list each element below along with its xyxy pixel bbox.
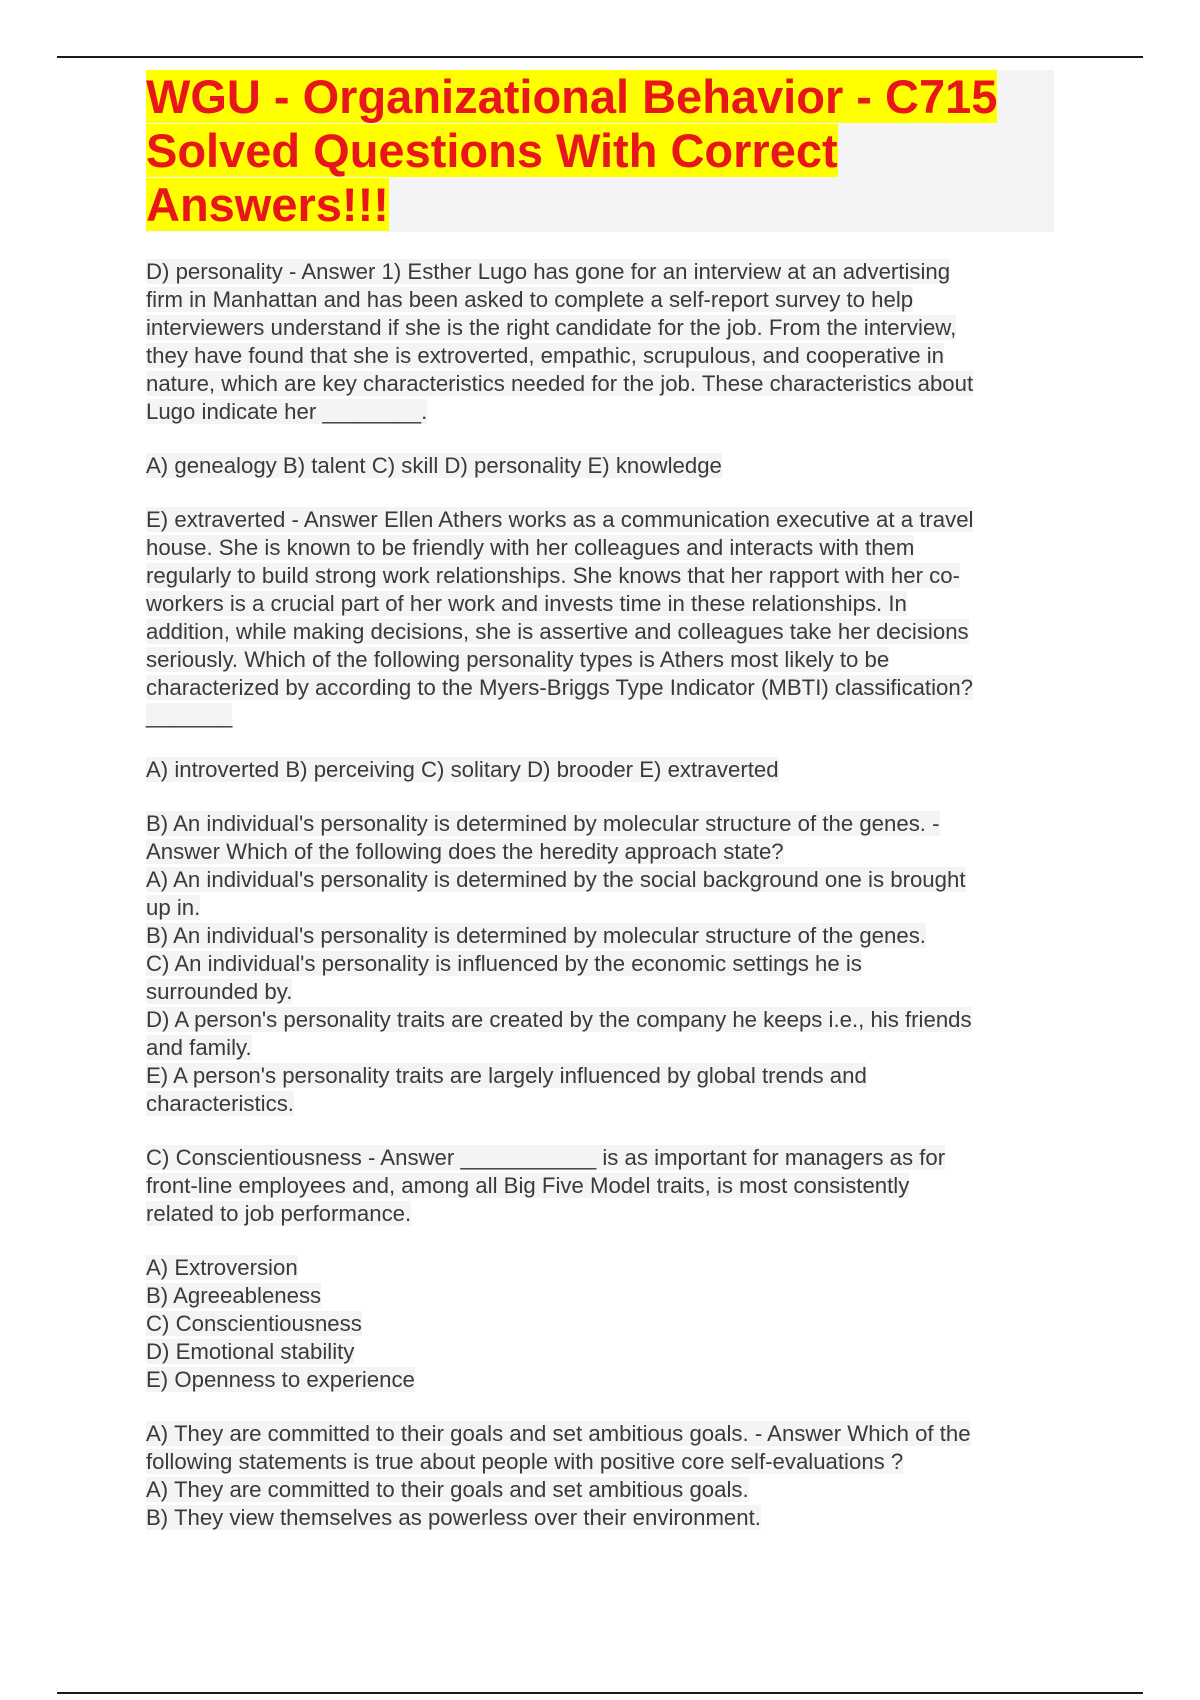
text-line-content: A) introverted B) perceiving C) solitary D) brooder E) extraverted bbox=[146, 757, 779, 782]
text-line bbox=[146, 1034, 1056, 1062]
text-line bbox=[146, 258, 1056, 286]
text-line-content: B) An individual's personality is determined by molecular structure of the genes. bbox=[146, 923, 926, 948]
text-line bbox=[146, 1090, 1056, 1118]
document-title bbox=[146, 70, 1054, 232]
text-line-content: E) extraverted - Answer Ellen Athers works as a communication executive at a travel bbox=[146, 507, 974, 532]
text-line-content: C) An individual's personality is influenced by the economic settings he is bbox=[146, 951, 862, 976]
text-line bbox=[146, 562, 1056, 590]
qa-block bbox=[146, 1420, 1056, 1532]
text-line bbox=[146, 398, 1056, 426]
text-line-content: A) An individual's personality is determined by the social background one is brought bbox=[146, 867, 966, 892]
text-line bbox=[146, 1200, 1056, 1228]
text-line-content: E) Openness to experience bbox=[146, 1367, 415, 1392]
text-line bbox=[146, 866, 1056, 894]
text-line-content: related to job performance. bbox=[146, 1201, 412, 1226]
text-line bbox=[146, 1006, 1056, 1034]
text-line bbox=[146, 314, 1056, 342]
text-line-content: regularly to build strong work relationships. She knows that her rapport with her co- bbox=[146, 563, 960, 588]
qa-list bbox=[146, 258, 1056, 1532]
text-line-content: workers is a crucial part of her work and invests time in these relationships. In bbox=[146, 591, 907, 616]
text-line-content: and family. bbox=[146, 1035, 252, 1060]
text-line bbox=[146, 838, 1056, 866]
text-line bbox=[146, 756, 1056, 784]
text-line bbox=[146, 1062, 1056, 1090]
text-line bbox=[146, 342, 1056, 370]
text-line bbox=[146, 1310, 1056, 1338]
text-line-content: Lugo indicate her ________. bbox=[146, 399, 428, 424]
qa-block bbox=[146, 258, 1056, 426]
text-line bbox=[146, 1448, 1056, 1476]
text-line-content: B) Agreeableness bbox=[146, 1283, 322, 1308]
text-line-content: interviewers understand if she is the right candidate for the job. From the interview, bbox=[146, 315, 957, 340]
text-line-content: they have found that she is extroverted, empathic, scrupulous, and cooperative in bbox=[146, 343, 944, 368]
title-line-3: Answers!!! bbox=[146, 178, 389, 231]
qa-block bbox=[146, 1254, 1056, 1394]
text-line-content: A) genealogy B) talent C) skill D) personality E) knowledge bbox=[146, 453, 722, 478]
text-line bbox=[146, 1144, 1056, 1172]
text-line bbox=[146, 646, 1056, 674]
text-line-content: Answer Which of the following does the heredity approach state? bbox=[146, 839, 784, 864]
text-line bbox=[146, 1338, 1056, 1366]
text-line-content: C) Conscientiousness - Answer ___________ is as important for managers as for bbox=[146, 1145, 946, 1170]
text-line-content: A) They are committed to their goals and set ambitious goals. - Answer Which of the bbox=[146, 1421, 971, 1446]
text-line bbox=[146, 1282, 1056, 1310]
text-line bbox=[146, 370, 1056, 398]
text-line bbox=[146, 978, 1056, 1006]
text-line bbox=[146, 618, 1056, 646]
text-line-content: firm in Manhattan and has been asked to complete a self-report survey to help bbox=[146, 287, 914, 312]
text-line-content: addition, while making decisions, she is assertive and colleagues take her decisions bbox=[146, 619, 969, 644]
title-line-2: Solved Questions With Correct bbox=[146, 124, 838, 177]
text-line-content: surrounded by. bbox=[146, 979, 293, 1004]
text-line bbox=[146, 1366, 1056, 1394]
text-line-content: up in. bbox=[146, 895, 201, 920]
text-line bbox=[146, 1476, 1056, 1504]
text-line-content: _______ bbox=[146, 703, 233, 728]
qa-block bbox=[146, 506, 1056, 730]
text-line bbox=[146, 452, 1056, 480]
text-line-content: D) A person's personality traits are created by the company he keeps i.e., his friends bbox=[146, 1007, 972, 1032]
text-line-content: nature, which are key characteristics needed for the job. These characteristics about bbox=[146, 371, 974, 396]
qa-block bbox=[146, 1144, 1056, 1228]
text-line-content: characteristics. bbox=[146, 1091, 294, 1116]
text-line-content: A) Extroversion bbox=[146, 1255, 298, 1280]
text-line-content: house. She is known to be friendly with her colleagues and interacts with them bbox=[146, 535, 915, 560]
qa-block bbox=[146, 810, 1056, 1118]
text-line bbox=[146, 286, 1056, 314]
footer-rule bbox=[57, 1692, 1143, 1694]
text-line bbox=[146, 590, 1056, 618]
text-line-content: front-line employees and, among all Big Five Model traits, is most consistently bbox=[146, 1173, 910, 1198]
text-line bbox=[146, 922, 1056, 950]
text-line-content: B) An individual's personality is determined by molecular structure of the genes. - bbox=[146, 811, 940, 836]
text-line bbox=[146, 1172, 1056, 1200]
title-line-1: WGU - Organizational Behavior - C715 bbox=[146, 70, 998, 123]
text-line-content: C) Conscientiousness bbox=[146, 1311, 362, 1336]
text-line bbox=[146, 1254, 1056, 1282]
text-line-content: following statements is true about people with positive core self-evaluations ? bbox=[146, 1449, 904, 1474]
text-line bbox=[146, 506, 1056, 534]
document-body bbox=[146, 70, 1056, 1558]
header-rule bbox=[57, 56, 1143, 58]
text-line-content: B) They view themselves as powerless over their environment. bbox=[146, 1505, 761, 1530]
text-line bbox=[146, 1504, 1056, 1532]
text-line-content: D) personality - Answer 1) Esther Lugo has gone for an interview at an advertising bbox=[146, 259, 951, 284]
text-line-content: characterized by according to the Myers-Briggs Type Indicator (MBTI) classification? bbox=[146, 675, 974, 700]
text-line bbox=[146, 950, 1056, 978]
text-line-content: A) They are committed to their goals and set ambitious goals. bbox=[146, 1477, 749, 1502]
text-line bbox=[146, 1420, 1056, 1448]
qa-block bbox=[146, 452, 1056, 480]
text-line bbox=[146, 702, 1056, 730]
qa-block bbox=[146, 756, 1056, 784]
text-line-content: E) A person's personality traits are largely influenced by global trends and bbox=[146, 1063, 867, 1088]
text-line bbox=[146, 894, 1056, 922]
text-line bbox=[146, 534, 1056, 562]
text-line-content: seriously. Which of the following personality types is Athers most likely to be bbox=[146, 647, 890, 672]
text-line-content: D) Emotional stability bbox=[146, 1339, 355, 1364]
text-line bbox=[146, 810, 1056, 838]
text-line bbox=[146, 674, 1056, 702]
